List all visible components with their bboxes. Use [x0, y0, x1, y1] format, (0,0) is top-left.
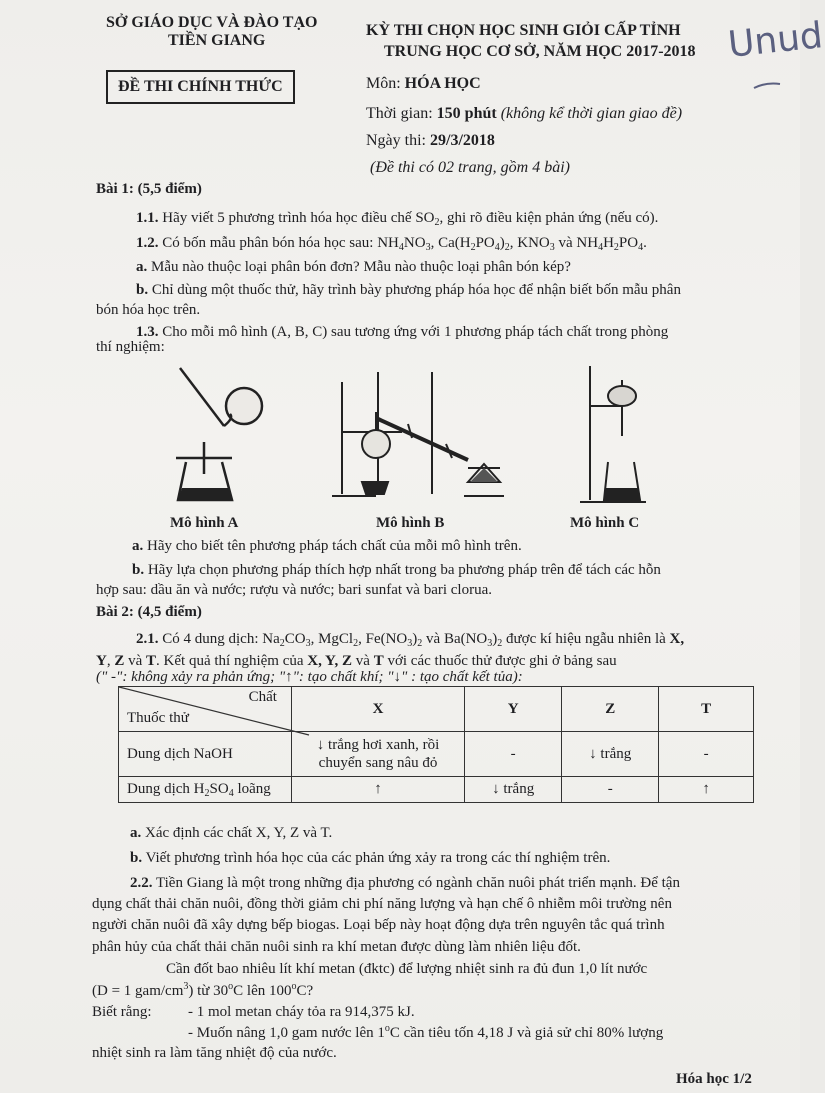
- exam-title-line2: TRUNG HỌC CƠ SỞ, NĂM HỌC 2017-2018: [384, 43, 696, 60]
- date-line: [366, 133, 495, 149]
- q21-y: Y: [96, 653, 107, 669]
- time-note: (không kể thời gian giao đề): [496, 105, 683, 122]
- formula-sub: 4: [638, 242, 644, 253]
- table-row: [119, 777, 754, 803]
- q21b: [130, 851, 610, 866]
- q22-part: ) từ 30: [188, 983, 229, 999]
- row-label-part: loãng: [233, 781, 271, 797]
- cell-y-h2so4: ↓ trắng: [465, 777, 562, 803]
- formula-part: PO: [618, 235, 639, 251]
- formula-sub: 2: [504, 242, 510, 253]
- q12b-text1: Chỉ dùng một thuốc thử, hãy trình bày phương pháp hóa học để nhận biết bốn mẫu phân: [148, 282, 681, 298]
- formula-sub: 4: [398, 242, 404, 253]
- q21-part: . Kết quả thí nghiệm của: [156, 653, 308, 669]
- department-line2: TIỀN GIANG: [168, 32, 266, 49]
- row-label-part: SO: [209, 781, 229, 797]
- q11: [136, 211, 658, 226]
- q12: [136, 236, 647, 251]
- cell-t-h2so4: ↑: [659, 777, 754, 803]
- formula-part: H: [603, 235, 614, 251]
- q21a-text: Xác định các chất X, Y, Z và T.: [141, 825, 333, 841]
- q22-line3: người chăn nuôi đã xây dựng bếp biogas. Loại bếp này hoạt động dựa trên nguyên tắc quá trình: [92, 917, 665, 933]
- q21-part: và Ba(NO: [422, 631, 488, 647]
- formula-part: ): [499, 235, 505, 251]
- q22-text1: Tiền Giang là một trong những địa phương có ngành chăn nuôi phát triển mạnh. Để tận: [152, 875, 680, 891]
- q21-sub: 3: [487, 638, 493, 649]
- q21-sub: 3: [407, 638, 413, 649]
- pen-mark-icon: [752, 78, 782, 92]
- corner-bottom-label: Thuốc thử: [127, 710, 189, 726]
- bai2-title: Bài 2: (4,5 điểm): [96, 604, 202, 620]
- row-label-naoh: Dung dịch NaOH: [119, 732, 292, 777]
- formula-sub: 2: [470, 242, 476, 253]
- q22-sup: o: [228, 981, 234, 992]
- row-label-h2so4: [119, 777, 292, 803]
- q21-part: , Fe(NO: [358, 631, 408, 647]
- col-header-y: Y: [465, 687, 562, 732]
- formula-part: , Ca(H: [430, 235, 471, 251]
- cell-x-naoh-line2: chuyển sang nâu đỏ: [318, 755, 438, 771]
- model-c-separatory-funnel-apparatus: [576, 366, 656, 506]
- known-2-part: C cần tiêu tốn 4,18 J và giả sử chỉ 80% lượng: [389, 1025, 664, 1041]
- table-corner-cell: [119, 687, 292, 732]
- row-label-part: Dung dịch H: [127, 781, 205, 797]
- q12a: [136, 260, 571, 275]
- q13b-text1: Hãy lựa chọn phương pháp thích hợp nhất trong ba phương pháp trên để tách các hỗn: [144, 562, 661, 578]
- q21-sub: 2: [497, 638, 503, 649]
- time-label: Thời gian:: [366, 105, 437, 122]
- known-label: Biết rằng:: [92, 1004, 152, 1020]
- q22-line2: dụng chất thải chăn nuôi, đồng thời giảm chi phí năng lượng và hạn chế ô nhiễm môi trường nên: [92, 896, 672, 912]
- formula-part: PO: [475, 235, 495, 251]
- known-2-sup: o: [384, 1023, 390, 1034]
- handwritten-signature: Unud: [726, 15, 825, 66]
- subject-line: [366, 76, 481, 92]
- col-header-t: T: [659, 687, 754, 732]
- q13b-line1: [132, 563, 661, 578]
- q21-part: ,: [106, 653, 115, 669]
- q12a-label: a.: [136, 259, 148, 275]
- page-footer: Hóa học 1/2: [676, 1071, 752, 1087]
- q22-line4: phân hủy của chất thải chăn nuôi sinh ra khí metan được dùng làm nhiên liệu đốt.: [92, 939, 581, 955]
- cell-z-h2so4: -: [562, 777, 659, 803]
- q11-text-b: , ghi rõ điều kiện phản ứng (nếu có).: [439, 210, 659, 226]
- q12b-line2: bón hóa học trên.: [96, 302, 201, 318]
- time-line: [366, 106, 682, 122]
- formula-part: và NH: [554, 235, 599, 251]
- q21-legend: (" -": không xảy ra phản ứng; "↑": tạo chất khí; "↓" : tạo chất kết tủa):: [96, 669, 523, 685]
- q22-line1: [130, 876, 680, 891]
- reaction-results-table: [118, 686, 754, 803]
- table-row: [119, 732, 754, 777]
- known-2-part: - Muốn nâng 1,0 gam nước lên 1: [188, 1025, 385, 1041]
- q13-number: 1.3.: [136, 324, 159, 340]
- q22-part: C lên 100: [233, 983, 292, 999]
- cell-x-naoh: [291, 732, 464, 777]
- q21a: [130, 826, 332, 841]
- q13a: [132, 539, 522, 554]
- row-label-sub: 2: [204, 788, 210, 799]
- bai1-title: Bài 1: (5,5 điểm): [96, 181, 202, 197]
- q13b-line2: hợp sau: dầu ăn và nước; rượu và nước; bari sunfat và bari clorua.: [96, 582, 492, 598]
- q21-xyz: X, Y, Z: [307, 653, 353, 669]
- q13b-label: b.: [132, 562, 145, 578]
- q21-number: 2.1.: [136, 631, 159, 647]
- formula-sub: 4: [494, 242, 500, 253]
- q21a-label: a.: [130, 825, 142, 841]
- q12a-text: Mẫu nào thuộc loại phân bón đơn? Mẫu nào thuộc loại phân bón kép?: [147, 259, 571, 275]
- q21-part: , MgCl: [310, 631, 354, 647]
- q21-sub: 2: [279, 638, 285, 649]
- q21-line1: [136, 632, 684, 647]
- known-3: nhiệt sinh ra làm tăng nhiệt độ của nước.: [92, 1045, 337, 1061]
- q21b-label: b.: [130, 850, 143, 866]
- q22-part: (D = 1 gam/cm: [92, 983, 184, 999]
- q22-number: 2.2.: [130, 875, 153, 891]
- q12-text: Có bốn mẫu phân bón hóa học sau:: [158, 235, 378, 251]
- time-value: 150 phút: [436, 105, 497, 122]
- q21-part: ): [412, 631, 418, 647]
- cell-y-naoh: -: [465, 732, 562, 777]
- cell-x-h2so4: ↑: [291, 777, 464, 803]
- model-b-label: Mô hình B: [376, 515, 445, 531]
- formula-sub: 2: [613, 242, 619, 253]
- known-2: [188, 1023, 664, 1041]
- date-value: 29/3/2018: [430, 132, 495, 149]
- formula-part: , KNO: [509, 235, 550, 251]
- formula-part: NH: [377, 235, 399, 251]
- q21-part: ): [492, 631, 498, 647]
- q21-part: và: [352, 653, 374, 669]
- formula-sub: 3: [425, 242, 431, 253]
- q21b-text: Viết phương trình hóa học của các phản ứng xảy ra trong các thí nghiệm trên.: [142, 850, 611, 866]
- q13a-text: Hãy cho biết tên phương pháp tách chất của mỗi mô hình trên.: [143, 538, 522, 554]
- q21-part: với các thuốc thử được ghi ở bảng sau: [383, 653, 617, 669]
- model-a-filtration-apparatus: [168, 362, 288, 510]
- formula-part: .: [643, 235, 647, 251]
- pages-note: (Đề thi có 02 trang, gồm 4 bài): [370, 159, 570, 176]
- formula-sub: 3: [549, 242, 555, 253]
- q21-sub: 3: [305, 638, 311, 649]
- subject-value: HÓA HỌC: [404, 75, 481, 92]
- model-c-label: Mô hình C: [570, 515, 640, 531]
- q13a-label: a.: [132, 538, 144, 554]
- q11-text-a: Hãy viết 5 phương trình hóa học điều chế SO: [158, 210, 435, 226]
- q22-line6: [92, 981, 314, 999]
- formula-part: NO: [403, 235, 426, 251]
- q12b-label: b.: [136, 282, 149, 298]
- q13-line1: [136, 325, 668, 340]
- q21-part: Có 4 dung dịch: Na: [158, 631, 280, 647]
- date-label: Ngày thi:: [366, 132, 430, 149]
- table-header-row: [119, 687, 754, 732]
- q21-part: CO: [284, 631, 306, 647]
- q22-part: C?: [296, 983, 314, 999]
- cell-t-naoh: -: [659, 732, 754, 777]
- col-header-x: X: [291, 687, 464, 732]
- q21-part: được kí hiệu ngẫu nhiên là: [502, 631, 670, 647]
- q21-sub: 2: [417, 638, 423, 649]
- formula-sub: 4: [598, 242, 604, 253]
- q13-text1: Cho mỗi mô hình (A, B, C) sau tương ứng với 1 phương pháp tách chất trong phòng: [158, 324, 669, 340]
- cell-z-naoh: ↓ trắng: [562, 732, 659, 777]
- col-header-z: Z: [562, 687, 659, 732]
- q21-line2: [96, 654, 617, 669]
- q21-x: X,: [669, 631, 685, 647]
- exam-title-line1: KỲ THI CHỌN HỌC SINH GIỎI CẤP TỈNH: [366, 22, 681, 39]
- model-a-label: Mô hình A: [170, 515, 239, 531]
- q12-number: 1.2.: [136, 235, 159, 251]
- q13-line2: thí nghiệm:: [96, 339, 165, 355]
- q22-sup: 3: [183, 981, 189, 992]
- department-line1: SỞ GIÁO DỤC VÀ ĐÀO TẠO: [106, 14, 318, 31]
- cell-x-naoh-line1: ↓ trắng hơi xanh, rồi: [316, 737, 440, 753]
- q21-part: và: [124, 653, 147, 669]
- q21-t2: T: [373, 653, 384, 669]
- q21-z: Z: [114, 653, 125, 669]
- q22-sup: o: [291, 981, 297, 992]
- q11-number: 1.1.: [136, 210, 159, 226]
- corner-top-label: Chất: [248, 689, 277, 705]
- row-label-sub: 4: [228, 788, 234, 799]
- known-1: - 1 mol metan cháy tỏa ra 914,375 kJ.: [188, 1004, 415, 1020]
- subject-label: Môn:: [366, 75, 405, 92]
- q12b-line1: [136, 283, 681, 298]
- q21-t: T: [146, 653, 157, 669]
- q22-line5: Cần đốt bao nhiêu lít khí metan (đktc) để lượng nhiệt sinh ra đủ đun 1,0 lít nước: [166, 961, 648, 977]
- official-exam-box: ĐỀ THI CHÍNH THỨC: [106, 70, 295, 104]
- model-b-distillation-apparatus: [328, 372, 508, 507]
- q11-sub: 2: [434, 217, 440, 228]
- q21-sub: 2: [353, 638, 359, 649]
